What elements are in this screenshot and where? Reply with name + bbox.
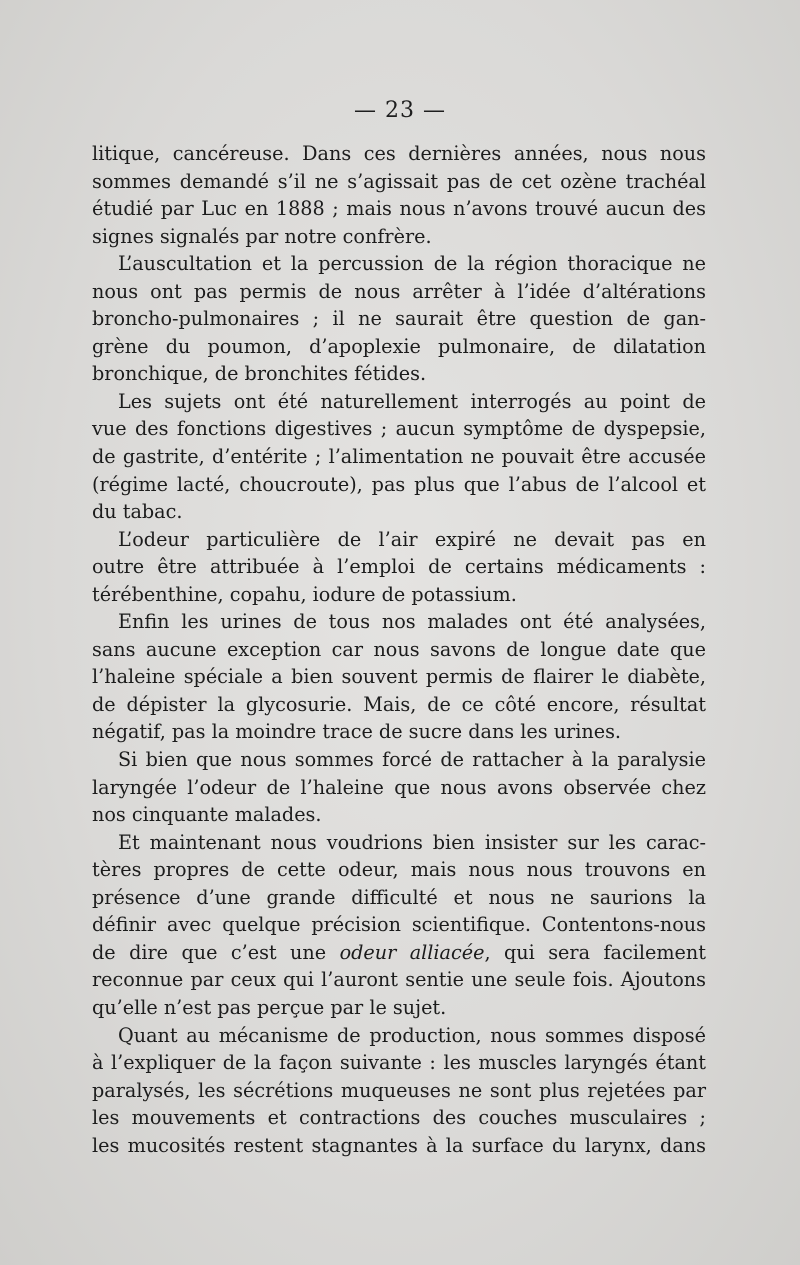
text-line: Si bien que nous sommes forcé de rattacher à la paralysie [118,748,706,772]
page-number: — 23 — [354,98,446,123]
text-line: de dépister la glycosurie. Mais, de ce côté encore, résultat [92,692,706,716]
text-line: étudié par Luc en 1888 ; mais nous n’avons trouvé aucun des [92,197,706,221]
italic-phrase: odeur alliacée [339,940,485,964]
text-line: L’auscultation et la percussion de la région thoracique ne [118,252,706,276]
text-line: laryngée l’odeur de l’haleine que nous avons observée chez [92,775,706,799]
text-line: de dire que c’est une odeur alliacée, qui sera facilement [92,940,706,964]
text-line: négatif, pas la moindre trace de sucre dans les urines. [92,720,622,744]
text-line: grène du poumon, d’apoplexie pulmonaire, de dilatation [92,334,706,358]
text-line: (régime lacté, choucroute), pas plus que l’abus de l’alcool et [92,472,706,496]
text-line: tères propres de cette odeur, mais nous nous trouvons en [92,858,706,882]
body-text [92,140,706,1159]
text-line: présence d’une grande difficulté et nous ne saurions la [92,885,706,909]
text-line: sans aucune exception car nous savons de longue date que [92,637,706,661]
text-line: signes signalés par notre confrère. [92,224,432,248]
text-line: à l’expliquer de la façon suivante : les muscles laryngés étant [92,1051,706,1075]
text-line: sommes demandé s’il ne s’agissait pas de cet ozène trachéal [92,169,706,193]
text-line: nous ont pas permis de nous arrêter à l’idée d’altérations [92,279,706,303]
text-line: broncho-pulmonaires ; il ne saurait être question de gan- [92,307,706,331]
text-line: Quant au mécanisme de production, nous sommes disposé [118,1023,706,1047]
text-line: Les sujets ont été naturellement interrogés au point de [118,389,706,413]
text-line: nos cinquante malades. [92,803,322,827]
text-line: Et maintenant nous voudrions bien insister sur les carac- [118,830,706,854]
text-line: définir avec quelque précision scientifique. Contentons-nous [92,913,706,937]
text-line: L’odeur particulière de l’air expiré ne devait pas en [118,527,706,551]
text-line: outre être attribuée à l’emploi de certains médicaments : [92,555,706,579]
text-line: les mucosités restent stagnantes à la surface du larynx, dans [92,1133,706,1157]
text-line: qu’elle n’est pas perçue par le sujet. [92,995,447,1019]
text-line: bronchique, de bronchites fétides. [92,362,427,386]
text-line: l’haleine spéciale a bien souvent permis de flairer le diabète, [92,665,706,689]
text-line: térébenthine, copahu, iodure de potassium. [92,582,517,606]
text-line: litique, cancéreuse. Dans ces dernières années, nous nous [92,142,706,165]
text-line: paralysés, les sécrétions muqueuses ne sont plus rejetées par [92,1078,706,1102]
text-line: les mouvements et contractions des couches musculaires ; [92,1106,706,1130]
text-line: vue des fonctions digestives ; aucun symptôme de dyspepsie, [92,417,706,441]
text-line: Enfin les urines de tous nos malades ont été analysées, [118,610,706,634]
text-line: du tabac. [92,500,183,524]
text-line: reconnue par ceux qui l’auront sentie une seule fois. Ajoutons [92,968,706,992]
text-line: de gastrite, d’entérite ; l’alimentation ne pouvait être accusée [92,445,706,469]
